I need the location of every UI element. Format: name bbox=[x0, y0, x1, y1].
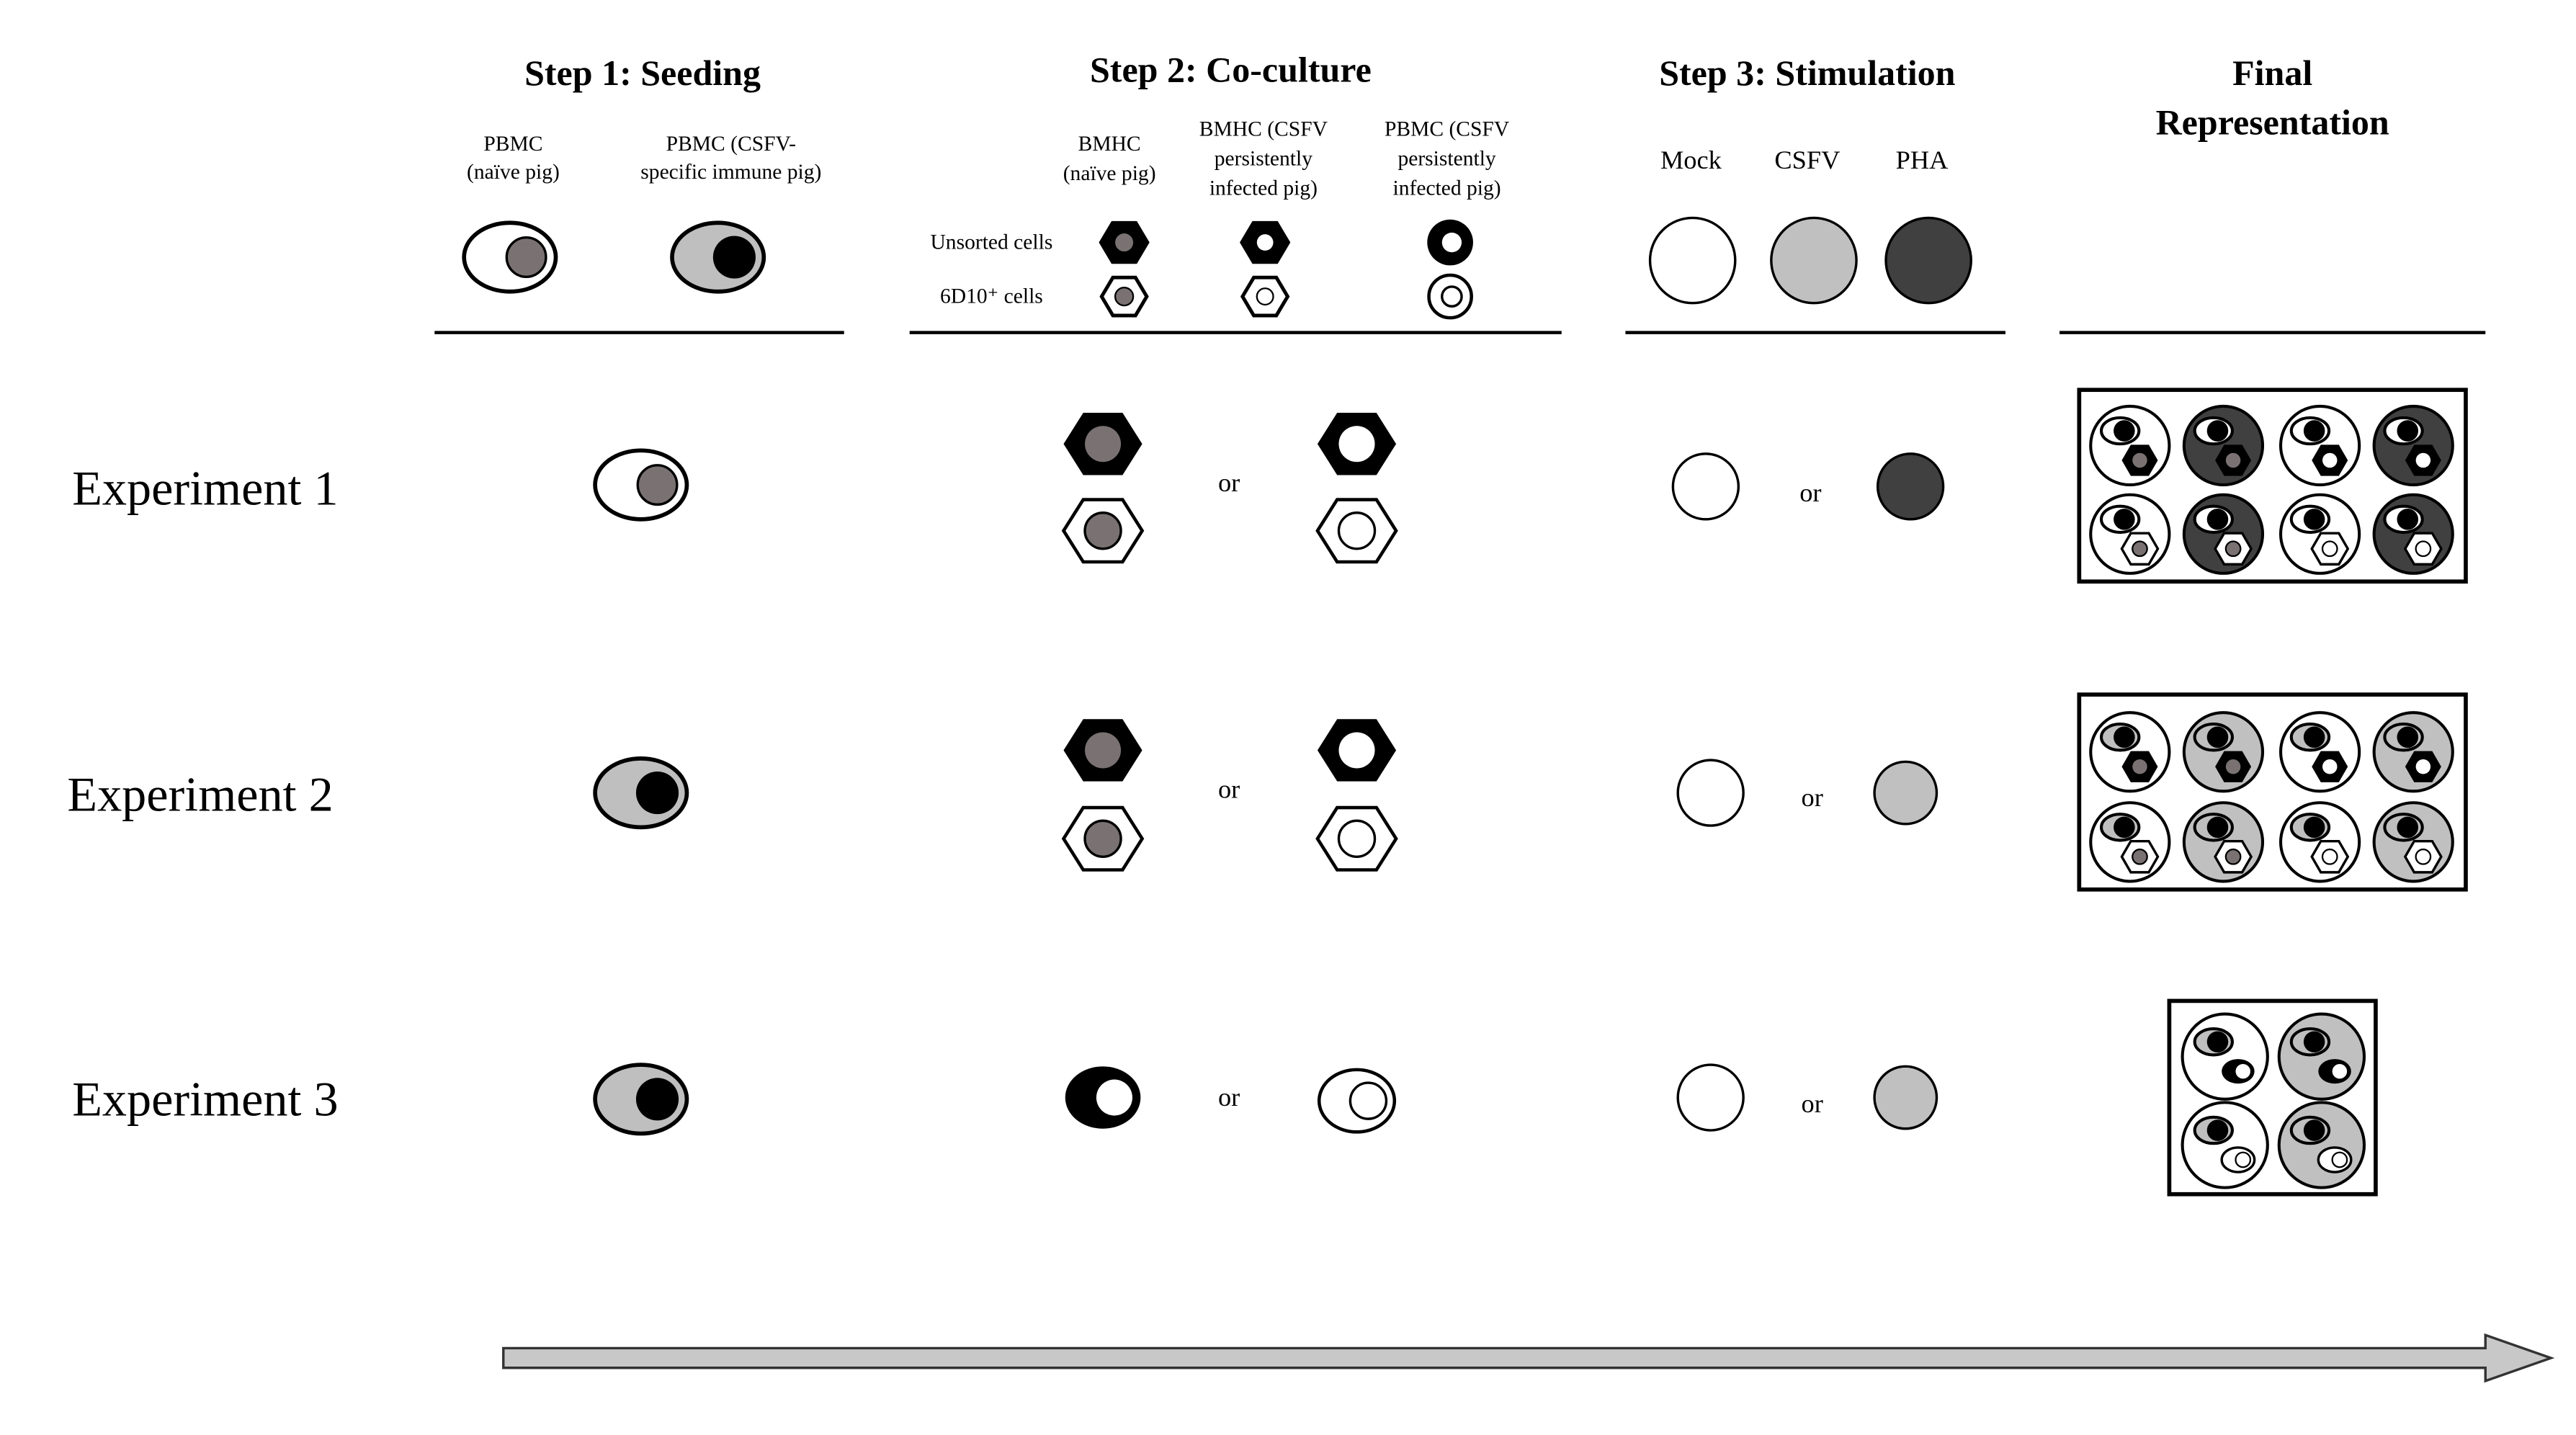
exp2-csfv-icon bbox=[1874, 761, 1936, 823]
mock-label: Mock bbox=[1660, 146, 1722, 175]
exp1-well-7 bbox=[2281, 495, 2359, 573]
exp2-well-5 bbox=[2090, 803, 2169, 881]
exp3-stim-or: or bbox=[1801, 1089, 1823, 1119]
experiment-2-row bbox=[595, 694, 2466, 890]
step2-title: Step 2: Co-culture bbox=[1089, 49, 1372, 90]
exp1-well-4 bbox=[2374, 406, 2453, 485]
exp1-bmhc-csfv-unsorted-icon bbox=[1318, 413, 1396, 475]
exp1-stim-or: or bbox=[1799, 478, 1822, 507]
bmhc-naive-sorted-icon bbox=[1101, 277, 1147, 316]
exp3-mock-icon bbox=[1678, 1065, 1743, 1130]
final-title-line2: Representation bbox=[2155, 102, 2389, 143]
pbmc-naive-label-1: PBMC bbox=[483, 133, 543, 156]
exp2-pbmc-immune-icon bbox=[595, 759, 687, 828]
pbmc-immune-label-2: specific immune pig) bbox=[640, 160, 822, 184]
exp2-bmhc-naive-unsorted-icon bbox=[1063, 719, 1142, 781]
step1-header-group bbox=[434, 53, 844, 332]
final-title-line1: Final bbox=[2232, 53, 2313, 94]
exp3-well-4 bbox=[2279, 1102, 2364, 1187]
mock-icon bbox=[1650, 218, 1735, 303]
exp3-coculture-or: or bbox=[1217, 1082, 1240, 1112]
csfv-icon bbox=[1771, 218, 1856, 303]
step2-header-group bbox=[910, 50, 1562, 333]
exp1-bmhc-naive-sorted-icon bbox=[1063, 500, 1142, 562]
bmhc-csfv-label-1: BMHC (CSFV bbox=[1199, 117, 1328, 141]
pbmc-immune-label-1: PBMC (CSFV- bbox=[666, 133, 797, 156]
step3-title: Step 3: Stimulation bbox=[1659, 53, 1956, 94]
bmhc-csfv-sorted-icon bbox=[1243, 277, 1288, 316]
exp2-mock-icon bbox=[1678, 760, 1743, 826]
experiment-2-label: Experiment 2 bbox=[67, 766, 334, 822]
exp3-well-2 bbox=[2279, 1014, 2364, 1099]
exp3-pbmc-infected-unsorted-icon bbox=[1065, 1066, 1141, 1128]
exp1-well-2 bbox=[2184, 406, 2263, 485]
pbmc-infected-sorted-icon bbox=[1429, 275, 1472, 318]
bmhc-csfv-label-2: persistently bbox=[1214, 147, 1313, 171]
pbmc-csfv-label-2: persistently bbox=[1397, 147, 1496, 171]
exp3-well-1 bbox=[2183, 1014, 2268, 1099]
final-header-group bbox=[2060, 53, 2485, 332]
bmhc-naive-label-2: (naïve pig) bbox=[1063, 162, 1156, 186]
pha-icon bbox=[1886, 218, 1971, 303]
exp1-well-3 bbox=[2281, 406, 2359, 485]
exp2-bmhc-csfv-unsorted-icon bbox=[1318, 719, 1396, 781]
exp3-pbmc-infected-sorted-icon bbox=[1319, 1070, 1395, 1132]
exp1-pbmc-naive-icon bbox=[595, 450, 687, 519]
bmhc-naive-unsorted-icon bbox=[1101, 223, 1147, 261]
pbmc-infected-unsorted-icon bbox=[1427, 220, 1473, 266]
exp2-well-4 bbox=[2374, 712, 2453, 791]
exp2-well-6 bbox=[2184, 803, 2263, 881]
exp1-mock-icon bbox=[1673, 454, 1738, 519]
experiment-1-row bbox=[595, 390, 2466, 581]
pbmc-immune-icon bbox=[672, 223, 764, 292]
pbmc-csfv-label-1: PBMC (CSFV bbox=[1384, 117, 1510, 141]
exp1-well-6 bbox=[2184, 495, 2263, 573]
pbmc-csfv-label-3: infected pig) bbox=[1392, 176, 1501, 200]
bmhc-csfv-label-3: infected pig) bbox=[1209, 176, 1318, 200]
exp2-final-panel bbox=[2079, 694, 2466, 890]
exp1-coculture-or: or bbox=[1217, 468, 1240, 498]
experiment-3-row bbox=[595, 1001, 2376, 1194]
exp3-final-panel bbox=[2169, 1001, 2376, 1194]
csfv-label: CSFV bbox=[1774, 146, 1841, 175]
unsorted-cells-label: Unsorted cells bbox=[930, 231, 1053, 254]
pbmc-naive-label-2: (naïve pig) bbox=[467, 160, 560, 184]
exp2-well-7 bbox=[2281, 803, 2359, 881]
exp3-pbmc-immune-icon bbox=[595, 1065, 687, 1134]
exp1-well-1 bbox=[2090, 406, 2169, 485]
exp1-well-5 bbox=[2090, 495, 2169, 573]
exp1-bmhc-csfv-sorted-icon bbox=[1318, 500, 1396, 562]
exp3-csfv-icon bbox=[1874, 1066, 1936, 1128]
experiment-3-label: Experiment 3 bbox=[72, 1071, 339, 1127]
exp2-well-1 bbox=[2090, 712, 2169, 791]
exp1-pha-icon bbox=[1878, 454, 1944, 519]
exp1-well-8 bbox=[2374, 495, 2453, 573]
bmhc-naive-label-1: BMHC bbox=[1078, 133, 1141, 156]
pbmc-naive-icon bbox=[464, 223, 555, 292]
sorted-cells-label: 6D10⁺ cells bbox=[940, 285, 1043, 308]
exp2-well-2 bbox=[2184, 712, 2263, 791]
exp2-bmhc-csfv-sorted-icon bbox=[1318, 808, 1396, 870]
bmhc-csfv-unsorted-icon bbox=[1243, 223, 1288, 261]
experiment-1-label: Experiment 1 bbox=[72, 460, 339, 516]
step3-header-group bbox=[1625, 53, 2005, 332]
exp2-well-3 bbox=[2281, 712, 2359, 791]
exp1-final-panel bbox=[2079, 390, 2466, 581]
step1-title: Step 1: Seeding bbox=[524, 53, 761, 94]
exp2-well-8 bbox=[2374, 803, 2453, 881]
exp2-coculture-or: or bbox=[1217, 774, 1240, 804]
pha-label: PHA bbox=[1895, 146, 1949, 175]
exp1-bmhc-naive-unsorted-icon bbox=[1063, 413, 1142, 475]
exp2-stim-or: or bbox=[1801, 782, 1823, 812]
exp2-bmhc-naive-sorted-icon bbox=[1063, 808, 1142, 870]
timeline-arrow-icon bbox=[504, 1335, 2551, 1381]
exp3-well-3 bbox=[2183, 1102, 2268, 1187]
